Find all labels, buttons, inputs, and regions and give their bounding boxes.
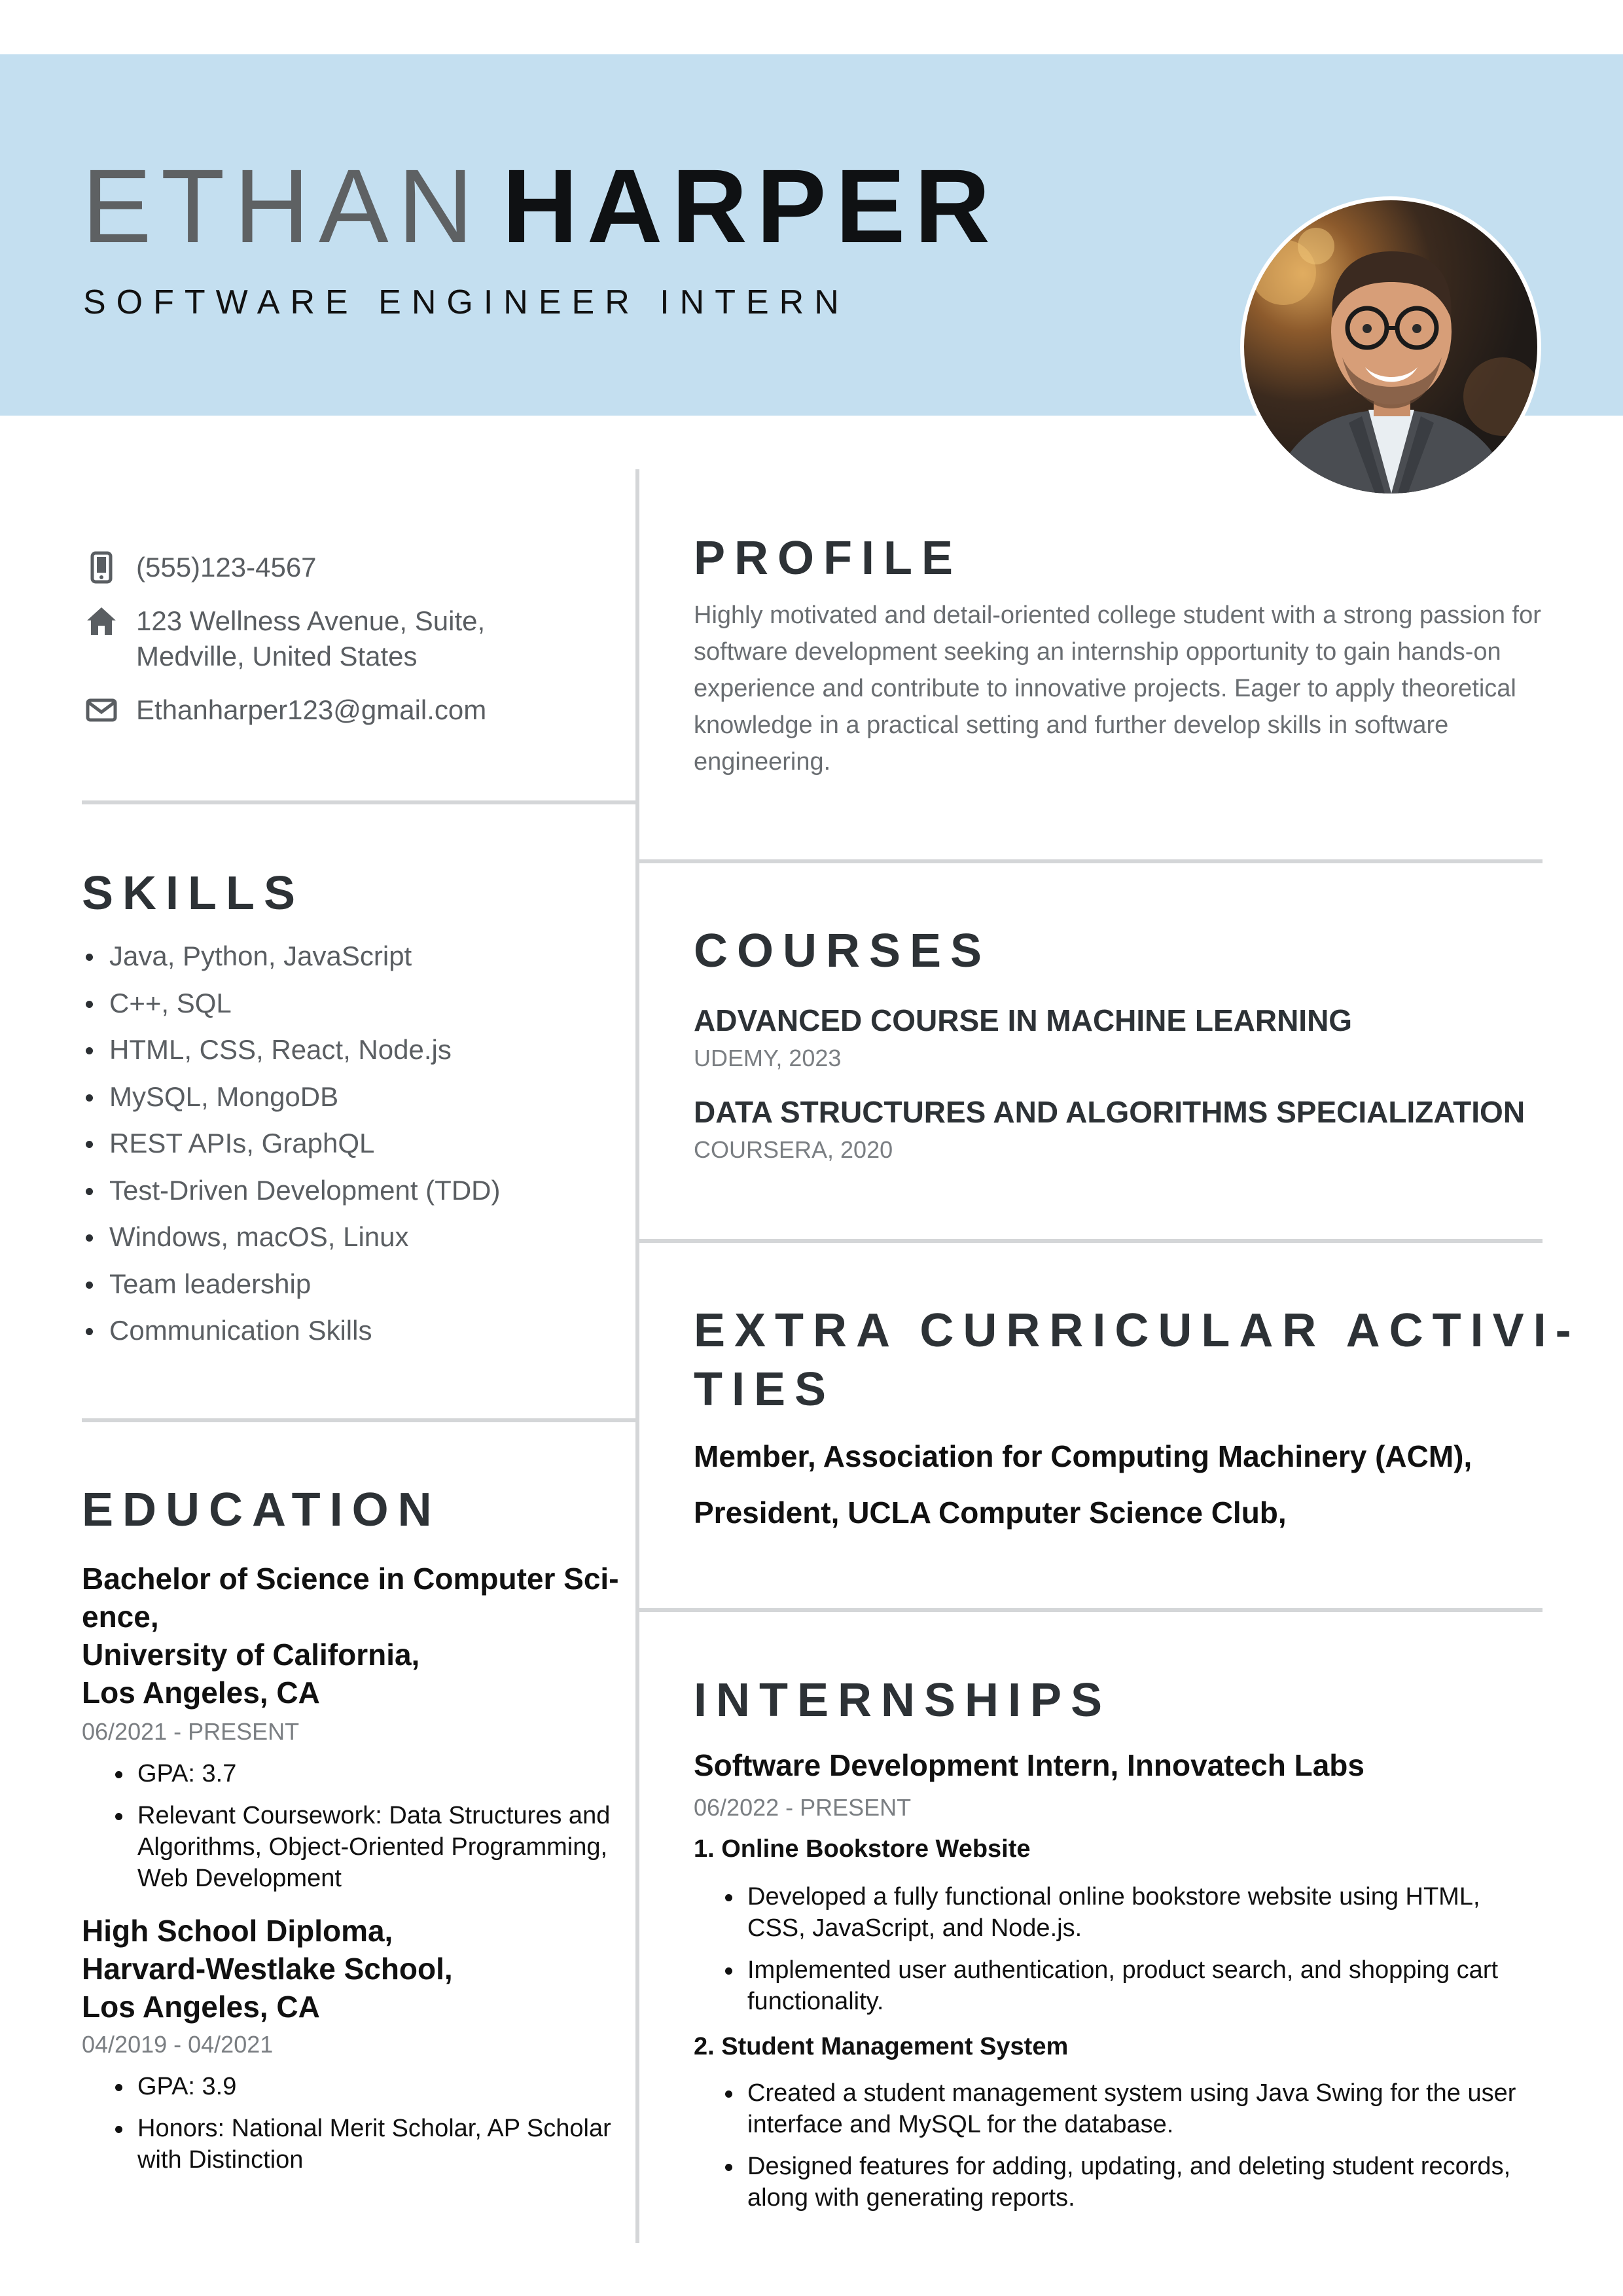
course-provider: COURSERA, 2020 (694, 1136, 893, 1163)
project-title: 1. Online Bookstore Website (694, 1835, 1031, 1863)
project-bullet: Implemented user authentication, product search, and shopping cart functionality. (720, 1954, 1544, 2017)
first-name: ETHAN (82, 147, 483, 264)
skill-item: Team leadership (82, 1261, 500, 1308)
project-bullet: Developed a fully functional online bookstore website using HTML, CSS, JavaScript, and Node.js. (720, 1881, 1544, 1944)
mail-icon (85, 692, 118, 728)
divider (82, 1418, 635, 1422)
education-bullet: GPA: 3.7 (110, 1758, 620, 1789)
candidate-name (82, 147, 999, 264)
education-heading: EDUCATION (82, 1484, 441, 1536)
last-name: HARPER (502, 147, 999, 264)
degree-line: ence, (82, 1600, 159, 1634)
job-title: SOFTWARE ENGINEER INTERN (83, 283, 849, 321)
skill-item: Communication Skills (82, 1307, 500, 1354)
course-provider: UDEMY, 2023 (694, 1045, 842, 1071)
phone-icon (85, 550, 118, 585)
school-name: Harvard-Westlake School, (82, 1952, 453, 1986)
internship-title: Software Development Intern, Innovatech Labs (694, 1748, 1364, 1782)
project-bullets (720, 2077, 1544, 2224)
activity-item: President, UCLA Computer Science Club, (694, 1496, 1287, 1530)
education-details (110, 2071, 620, 2186)
contact-email (85, 692, 486, 728)
skill-item: Test-Driven Development (TDD) (82, 1167, 500, 1214)
phone-text: (555)123-4567 (136, 552, 317, 583)
divider (639, 859, 1543, 863)
home-icon (85, 603, 118, 639)
portrait-illustration (1244, 200, 1537, 493)
divider (82, 800, 635, 804)
diploma-title (82, 1912, 453, 2026)
school-location: Los Angeles, CA (82, 1990, 320, 2024)
education-details (110, 1758, 620, 1905)
school-location: Los Angeles, CA (82, 1676, 320, 1710)
project-bullet: Designed features for adding, updating, and deleting student records, along with generating reports. (720, 2151, 1544, 2214)
skill-item: MySQL, MongoDB (82, 1073, 500, 1121)
skill-item: REST APIs, GraphQL (82, 1120, 500, 1167)
divider (639, 1239, 1543, 1243)
skill-item: Java, Python, JavaScript (82, 933, 500, 980)
course-title: ADVANCED COURSE IN MACHINE LEARNING (694, 1003, 1353, 1037)
activities-heading (694, 1301, 1580, 1419)
address-line-2: Medville, United States (136, 641, 418, 672)
degree-line: Bachelor of Science in Computer Sci- (82, 1562, 619, 1596)
skill-item: Windows, macOS, Linux (82, 1213, 500, 1261)
diploma-line: High School Diploma, (82, 1914, 393, 1948)
degree-title (82, 1560, 619, 1712)
education-bullet: GPA: 3.9 (110, 2071, 620, 2102)
contact-phone (85, 550, 317, 585)
address-text (136, 603, 485, 674)
address-line-1: 123 Wellness Avenue, Suite, (136, 605, 486, 636)
education-bullet: Relevant Coursework: Data Structures and Algorithms, Object-Oriented Programming, Web Development (110, 1800, 620, 1894)
skill-item: C++, SQL (82, 980, 500, 1027)
course-title: DATA STRUCTURES AND ALGORITHMS SPECIALIZATION (694, 1095, 1525, 1129)
education-dates: 04/2019 - 04/2021 (82, 2031, 274, 2058)
project-bullet: Created a student management system using Java Swing for the user interface and MySQL for the database. (720, 2077, 1544, 2140)
activities-heading-line: EXTRA CURRICULAR ACTIVI- (694, 1304, 1580, 1357)
profile-heading: PROFILE (694, 532, 963, 584)
divider (639, 1608, 1543, 1612)
internship-dates: 06/2022 - PRESENT (694, 1794, 912, 1821)
project-bullets (720, 1881, 1544, 2028)
internships-heading: INTERNSHIPS (694, 1674, 1112, 1727)
skills-heading: SKILLS (82, 867, 305, 920)
profile-summary: Highly motivated and detail-oriented college student with a strong passion for software development seeking an internship opportunity to gain hands-on experience and contribute to innovative projects. Eager to apply theoretical knowledge in a practical setting and further develop skills in software engineering. (694, 601, 1541, 776)
activities-heading-line: TIES (694, 1363, 836, 1416)
skills-list (82, 933, 500, 1354)
project-title: 2. Student Management System (694, 2033, 1069, 2060)
column-divider (635, 469, 639, 2243)
school-name: University of California, (82, 1638, 420, 1672)
contact-address (85, 603, 485, 674)
skill-item: HTML, CSS, React, Node.js (82, 1026, 500, 1073)
email-text: Ethanharper123@gmail.com (136, 694, 487, 725)
education-dates: 06/2021 - PRESENT (82, 1718, 300, 1745)
education-bullet: Honors: National Merit Scholar, AP Scholar with Distinction (110, 2113, 620, 2176)
profile-photo (1240, 196, 1541, 497)
activity-item: Member, Association for Computing Machinery (ACM), (694, 1439, 1472, 1473)
courses-heading: COURSES (694, 925, 991, 977)
